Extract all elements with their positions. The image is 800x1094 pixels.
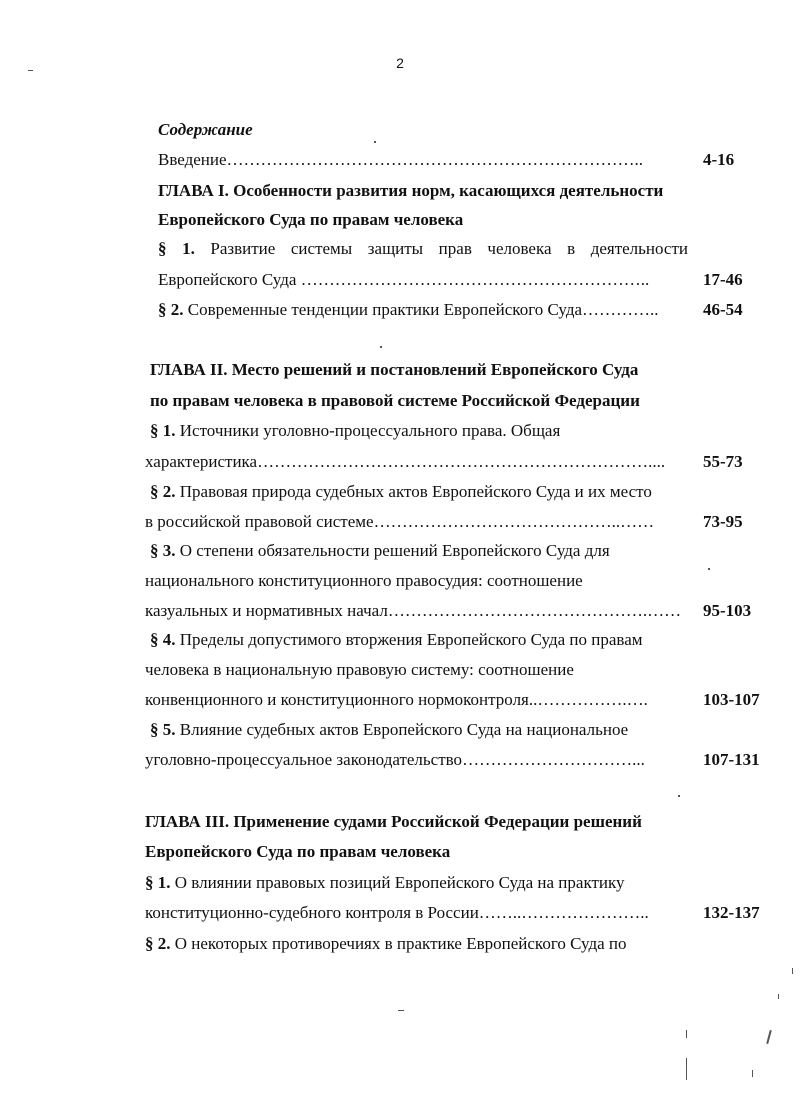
toc-entry-1-2 [158, 300, 659, 320]
toc-entry-2-3-line2: национального конституционного правосудия: соотношение [145, 571, 583, 590]
scan-speck [374, 141, 376, 143]
entry-text: Введение [158, 150, 227, 169]
scan-speck [708, 568, 710, 570]
chapter-3-title-line2: Европейского Суда по правам человека [145, 842, 451, 861]
page-range-2-2: 73-95 [703, 512, 743, 531]
section-number: § 3. [150, 541, 176, 560]
page-range-3-1: 132-137 [703, 903, 760, 922]
section-number: § 2. [150, 482, 176, 501]
scan-speck [778, 994, 779, 999]
entry-text: Влияние судебных актов Европейского Суда на национальное [175, 720, 629, 739]
scan-speck [28, 70, 33, 71]
scan-speck [766, 1030, 772, 1044]
toc-entry-intro [158, 150, 643, 170]
toc-entry-2-3-line3 [145, 601, 681, 621]
scan-speck [380, 346, 382, 348]
toc-entry-2-1-line2 [145, 452, 665, 472]
toc-entry-3-2-line1 [145, 934, 627, 954]
entry-text: О влиянии правовых позиций Европейского Суда на практику [170, 873, 625, 892]
entry-text: Источники уголовно-процессуального права. Общая [175, 421, 561, 440]
toc-heading: Содержание [158, 120, 253, 139]
toc-entry-1-1-line2 [158, 270, 649, 290]
chapter-2-title-line1: ГЛАВА II. Место решений и постановлений Европейского Суда [150, 360, 639, 379]
dot-leader: …………………………... [462, 750, 645, 769]
entry-text: уголовно-процессуальное законодательство [145, 750, 463, 769]
chapter-1-title-line2: Европейского Суда по правам человека [158, 210, 464, 229]
scan-speck [752, 1070, 753, 1077]
toc-entry-2-2-line2 [145, 512, 654, 532]
chapter-3-title-line1: ГЛАВА III. Применение судами Российской Федерации решений [145, 812, 642, 831]
entry-text: в российской правовой системе [145, 512, 374, 531]
dot-leader: …………………………………………………….. [300, 270, 650, 289]
toc-entry-2-3-line1 [150, 541, 610, 561]
toc-entry-2-5-line1 [150, 720, 628, 740]
toc-entry-2-1-line1 [150, 421, 560, 441]
toc-entry-2-4-line3 [145, 690, 648, 710]
entry-text: Современные тенденции практики Европейского Суда [183, 300, 583, 319]
page-range-1-1: 17-46 [703, 270, 743, 289]
section-number: § 2. [158, 300, 184, 319]
entry-text: Европейского Суда [158, 270, 301, 289]
dot-leader: ……..………………….. [478, 903, 649, 922]
page-range-2-5: 107-131 [703, 750, 760, 769]
chapter-2-title-line2: по правам человека в правовой системе Российской Федерации [150, 391, 640, 410]
entry-text: Правовая природа судебных актов Европейского Суда и их место [175, 482, 652, 501]
page-range-1-2: 46-54 [703, 300, 743, 319]
section-number: § 1. [158, 239, 195, 258]
scan-speck [686, 1058, 687, 1080]
dot-leader: ……………………………………….…… [387, 601, 682, 620]
section-number: § 1. [150, 421, 176, 440]
scan-speck [686, 1030, 687, 1038]
page-number: 2 [396, 55, 404, 71]
dot-leader: …………….…. [537, 690, 648, 709]
toc-entry-2-4-line2: человека в национальную правовую систему: соотношение [145, 660, 574, 679]
entry-text: конституционно-судебного контроля в России [145, 903, 479, 922]
toc-entry-3-1-line2 [145, 903, 649, 923]
entry-text: Развитие системы защиты прав человека в деятельности [210, 239, 689, 258]
section-number: § 1. [145, 873, 171, 892]
entry-text: казуальных и нормативных начал [145, 601, 388, 620]
scan-speck [678, 795, 680, 797]
dot-leader: ……………………………………………………………….. [226, 150, 644, 169]
scan-speck [398, 1010, 404, 1011]
page-range-2-1: 55-73 [703, 452, 743, 471]
entry-text: конвенционного и конституционного нормоконтроля.. [145, 690, 538, 709]
entry-text: Пределы допустимого вторжения Европейского Суда по правам [175, 630, 643, 649]
entry-text: О некоторых противоречиях в практике Европейского Суда по [170, 934, 627, 953]
dot-leader: ……………………………………..…… [373, 512, 655, 531]
scan-speck [792, 968, 793, 974]
chapter-1-title-line1: ГЛАВА I. Особенности развития норм, касающихся деятельности [158, 181, 664, 200]
section-number: § 4. [150, 630, 176, 649]
toc-entry-2-2-line1 [150, 482, 652, 502]
page-range-intro: 4-16 [703, 150, 735, 169]
section-number: § 5. [150, 720, 176, 739]
page-range-2-3: 95-103 [703, 601, 752, 620]
dot-leader: …………………………………………………………….... [257, 452, 666, 471]
section-number: § 2. [145, 934, 171, 953]
toc-entry-3-1-line1 [145, 873, 625, 893]
toc-entry-2-5-line2 [145, 750, 645, 770]
toc-entry-2-4-line1 [150, 630, 643, 650]
dot-leader: ………….. [582, 300, 659, 319]
toc-entry-1-1-line1 [158, 239, 688, 259]
page-range-2-4: 103-107 [703, 690, 760, 709]
entry-text: характеристика [145, 452, 258, 471]
entry-text: О степени обязательности решений Европейского Суда для [175, 541, 610, 560]
